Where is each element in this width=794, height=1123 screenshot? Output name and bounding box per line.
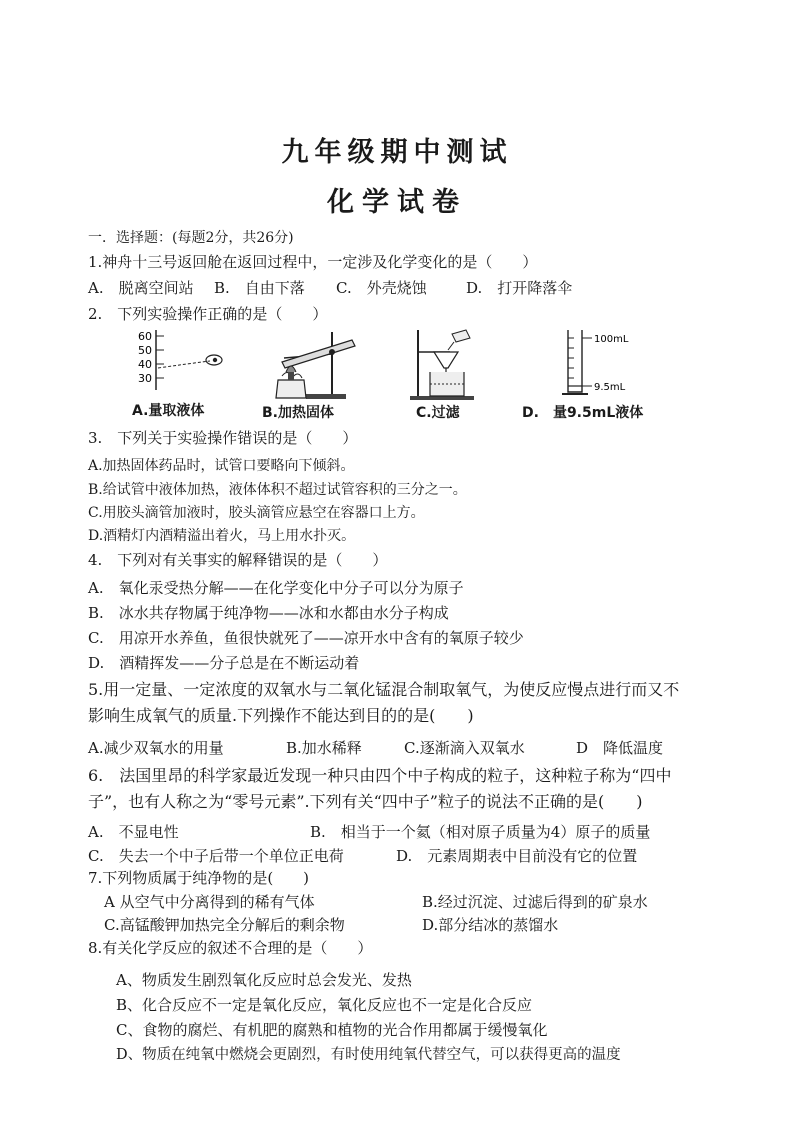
- question-3-option-c: C.用胶头滴管加液时，胶头滴管应悬空在容器口上方。: [88, 505, 425, 521]
- question-4-option-b: B. 冰水共存物属于纯净物——冰和水都由水分子构成: [88, 604, 449, 622]
- question-3-option-a: A.加热固体药品时，试管口要略向下倾斜。: [88, 458, 355, 474]
- question-8-option-d: D、物质在纯氧中燃烧会更剧烈，有时使用纯氧代替空气，可以获得更高的温度: [116, 1047, 621, 1063]
- question-1-option-c: C. 外壳烧蚀: [336, 279, 427, 297]
- question-6-option-d: D. 元素周期表中目前没有它的位置: [396, 847, 638, 865]
- question-8-option-b: B、化合反应不一定是氧化反应，氧化反应也不一定是化合反应: [116, 996, 533, 1014]
- figure-a-cylinder-reading: [126, 328, 226, 398]
- figure-d-mark-9-5ml: 9.5mL: [594, 382, 626, 393]
- figure-b-heating-solid: [262, 328, 372, 402]
- figure-a-caption: A.量取液体: [132, 403, 205, 419]
- figure-d-mark-100ml: 100mL: [594, 334, 629, 345]
- figure-c-caption: C.过滤: [416, 405, 460, 421]
- figure-d-100ml-cylinder: [552, 328, 652, 398]
- question-8-option-a: A、物质发生剧烈氧化反应时总会发光、发热: [116, 971, 412, 989]
- figure-b-caption: B.加热固体: [262, 405, 334, 421]
- figure-a-mark-30: 30: [138, 372, 152, 385]
- question-5-option-a: A.减少双氧水的用量: [88, 739, 224, 757]
- question-5-option-d: D 降低温度: [576, 739, 664, 757]
- question-4-option-c: C. 用凉开水养鱼，鱼很快就死了——凉开水中含有的氧原子较少: [88, 629, 524, 647]
- question-7-option-a: A 从空气中分离得到的稀有气体: [104, 893, 315, 911]
- question-1-option-a: A. 脱离空间站: [88, 279, 194, 297]
- question-6-option-c: C. 失去一个中子后带一个单位正电荷: [88, 847, 344, 865]
- figure-a-mark-40: 40: [138, 358, 152, 371]
- question-5-stem-continued: 影响生成氧气的质量.下列操作不能达到目的的是( ): [88, 706, 474, 725]
- figure-c-filtration: [406, 328, 486, 402]
- question-7-stem: 7.下列物质属于纯净物的是( ): [88, 869, 310, 887]
- question-1-option-b: B. 自由下落: [214, 279, 305, 297]
- page-title: 九年级期中测试: [281, 137, 513, 168]
- question-4-stem: 4. 下列对有关事实的解释错误的是（ ）: [88, 551, 388, 569]
- question-3-option-d: D.酒精灯内酒精溢出着火，马上用水扑灭。: [88, 528, 356, 544]
- question-3-option-b: B.给试管中液体加热，液体体积不超过试管容积的三分之一。: [88, 482, 467, 498]
- question-5-option-c: C.逐渐滴入双氧水: [404, 739, 525, 757]
- question-7-option-b: B.经过沉淀、过滤后得到的矿泉水: [422, 893, 648, 911]
- question-6-stem: 6. 法国里昂的科学家最近发现一种只由四个中子构成的粒子，这种粒子称为“四中: [88, 766, 672, 785]
- question-6-stem-continued: 子”，也有人称之为“零号元素”.下列有关“四中子”粒子的说法不正确的是( ): [88, 792, 643, 811]
- question-2-figures: [110, 328, 670, 424]
- question-6-option-a: A. 不显电性: [88, 823, 179, 841]
- question-1-option-d: D. 打开降落伞: [466, 279, 573, 297]
- figure-a-mark-60: 60: [138, 330, 152, 343]
- question-3-stem: 3. 下列关于实验操作错误的是（ ）: [88, 429, 358, 447]
- section-heading: 一．选择题：(每题2分，共26分): [88, 230, 294, 246]
- question-1-stem: 1.神舟十三号返回舱在返回过程中，一定涉及化学变化的是（ ）: [88, 253, 538, 271]
- question-6-option-b: B. 相当于一个氦（相对原子质量为4）原子的质量: [310, 823, 651, 841]
- question-8-stem: 8.有关化学反应的叙述不合理的是（ ）: [88, 939, 373, 957]
- figure-d-caption: D. 量9.5mL液体: [522, 405, 644, 421]
- question-8-option-c: C、食物的腐烂、有机肥的腐熟和植物的光合作用都属于缓慢氧化: [116, 1021, 548, 1039]
- question-7-option-d: D.部分结冰的蒸馏水: [422, 916, 559, 934]
- figure-a-mark-50: 50: [138, 344, 152, 357]
- page-subtitle: 化学试卷: [327, 187, 467, 218]
- question-4-option-d: D. 酒精挥发——分子总是在不断运动着: [88, 654, 360, 672]
- question-2-stem: 2. 下列实验操作正确的是（ ）: [88, 305, 328, 323]
- question-7-option-c: C.高锰酸钾加热完全分解后的剩余物: [104, 916, 345, 934]
- question-5-stem: 5.用一定量、一定浓度的双氧水与二氧化锰混合制取氧气，为使反应慢点进行而又不: [88, 680, 680, 699]
- question-4-option-a: A. 氧化汞受热分解——在化学变化中分子可以分为原子: [88, 579, 464, 597]
- question-5-option-b: B.加水稀释: [286, 739, 362, 757]
